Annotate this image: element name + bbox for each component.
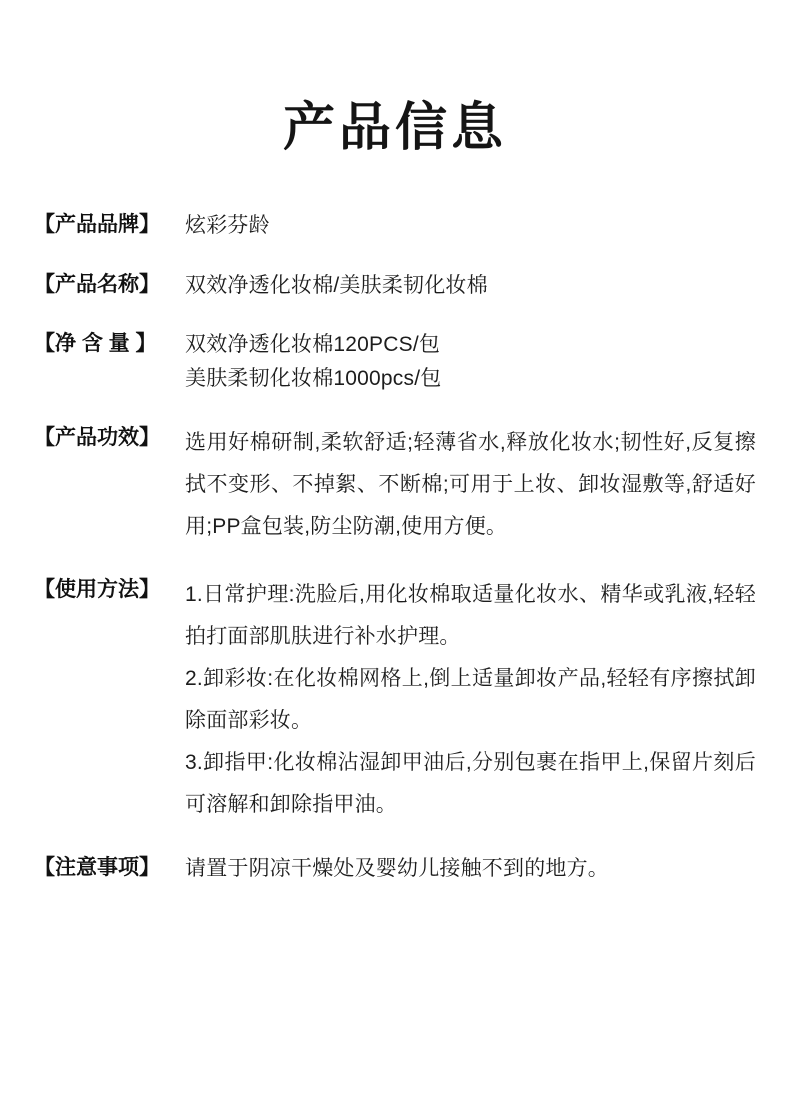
spec-value-brand [179,209,766,243]
spec-value-line: 1.日常护理:洗脸后,用化妆棉取适量化妆水、精华或乳液,轻轻拍打面部肌肤进行补水护理。 [185,582,756,648]
spec-label-product-name: 【产品名称】 [34,272,160,296]
spec-label-usage: 【使用方法】 [34,577,160,601]
spec-value-line: 炫彩芬龄 [185,214,270,238]
spec-value-line: 双效净透化妆棉120PCS/包 [185,333,441,357]
spec-row-efficacy [34,422,766,548]
spec-row-usage [34,574,766,826]
spec-value-product-name [179,269,766,303]
spec-row-brand [34,209,766,243]
spec-value-line: 3.卸指甲:化妆棉沾湿卸甲油后,分别包裹在指甲上,保留片刻后可溶解和卸除指甲油。 [185,750,756,816]
spec-label-efficacy: 【产品功效】 [34,425,160,449]
spec-value-usage [179,574,766,826]
spec-row-product-name [34,269,766,303]
page-title: 产品信息 [282,99,507,157]
spec-value-line: 美肤柔韧化妆棉1000pcs/包 [185,366,442,390]
spec-label-net-content: 【净 含 量 】 [34,332,157,356]
spec-row-precautions [34,852,766,886]
spec-value-line: 选用好棉研制,柔软舒适;轻薄省水,释放化妆水;韧性好,反复擦拭不变形、不掉絮、不断棉;可用于上妆、卸妆湿敷等,舒适好用;PP盒包装,防尘防潮,使用方便。 [185,430,756,538]
spec-value-line: 2.卸彩妆:在化妆棉网格上,倒上适量卸妆产品,轻轻有序擦拭卸除面部彩妆。 [185,666,756,732]
spec-value-precautions [179,852,766,886]
spec-value-efficacy [179,422,766,548]
product-spec-list [24,209,766,885]
spec-label-precautions: 【注意事项】 [34,855,160,879]
spec-label-brand: 【产品品牌】 [34,213,160,237]
spec-value-line: 双效净透化妆棉/美肤柔韧化妆棉 [185,273,488,297]
spec-row-net-content [34,328,766,395]
spec-value-line: 请置于阴凉干燥处及婴幼儿接触不到的地方。 [185,856,609,880]
spec-value-net-content [179,328,766,395]
